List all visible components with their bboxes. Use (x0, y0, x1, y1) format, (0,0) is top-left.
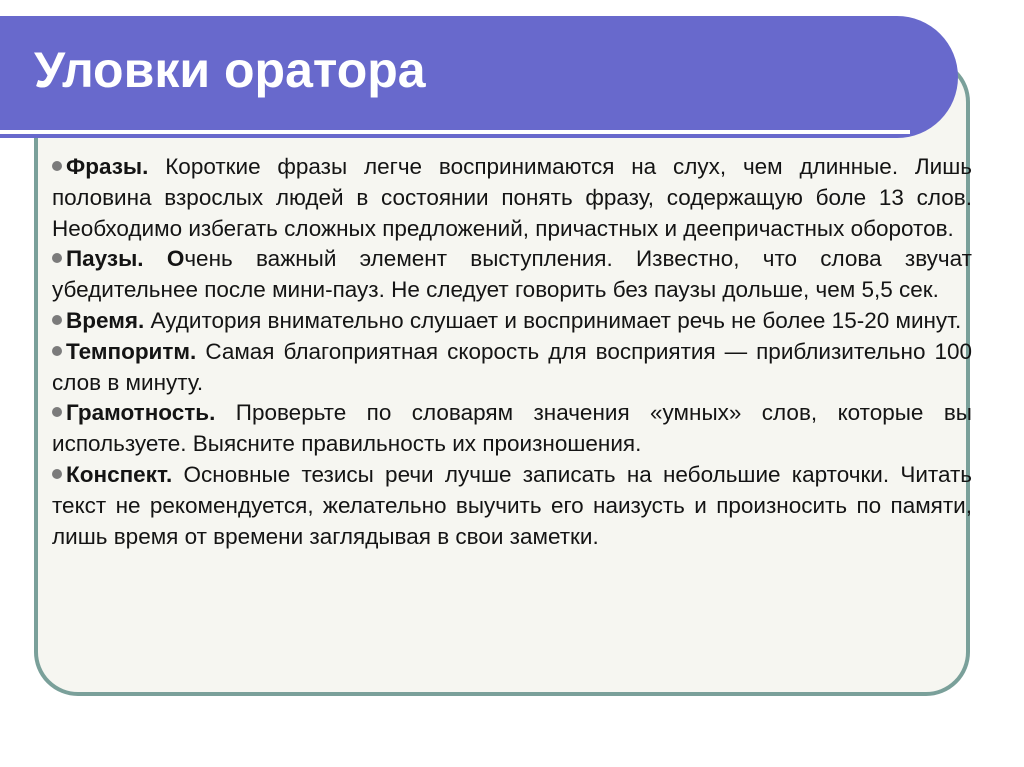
list-item (52, 152, 972, 244)
slide-title: Уловки оратора (34, 42, 426, 98)
item-term: Время. (66, 307, 145, 333)
item-text: Самая благоприятная скорость для восприятия — приблизительно 100 слов в минуту. (52, 338, 972, 395)
item-text: Проверьте по словарям значения «умных» слов, которые вы используете. Выясните правильность их произношения. (52, 400, 972, 457)
bullet-list (52, 152, 972, 552)
item-term: Грамотность. (66, 400, 216, 426)
item-term: Фразы. (66, 154, 149, 179)
list-item (52, 244, 972, 306)
list-item (52, 306, 972, 337)
list-item (52, 337, 972, 399)
bullet-dot-icon (52, 161, 62, 171)
bullet-dot-icon (52, 315, 62, 325)
bullet-dot-icon (52, 346, 62, 356)
item-text: Аудитория внимательно слушает и воспринимает речь не более 15-20 минут. (150, 307, 962, 333)
title-underline (0, 130, 910, 134)
item-text: Короткие фразы легче воспринимаются на слух, чем длинные. Лишь половина взрослых людей в состоянии понять фразу, содержащую боле 13 слов. Необходимо избегать сложных предложений, причастных и деепричастных оборотов. (52, 154, 972, 241)
item-term: Конспект. (66, 461, 173, 487)
item-term: Темпоритм. (66, 338, 197, 364)
title-bar (0, 16, 958, 138)
item-text: Основные тезисы речи лучше записать на небольшие карточки. Читать текст не рекомендуется, желательно выучить его наизусть и произносить по памяти, лишь время от времени заглядывая в свои заметки. (52, 461, 972, 549)
item-term: Паузы. О (66, 246, 185, 272)
bullet-dot-icon (52, 253, 62, 263)
list-item (52, 460, 972, 552)
list-item (52, 398, 972, 460)
bullet-dot-icon (52, 407, 62, 417)
item-text: чень важный элемент выступления. Известно, что слова звучат убедительнее после мини-пауз. Не следует говорить без паузы дольше, чем 5,5 сек. (52, 246, 972, 303)
bullet-dot-icon (52, 469, 62, 479)
